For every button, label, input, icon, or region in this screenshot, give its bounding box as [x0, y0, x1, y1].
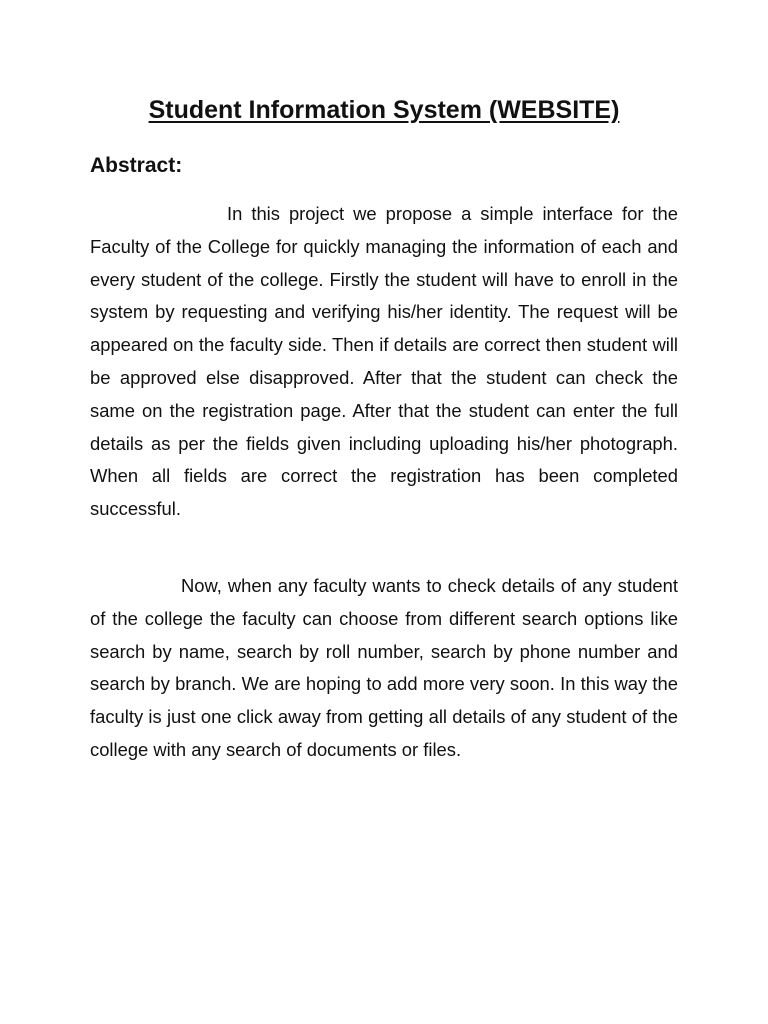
abstract-heading: Abstract: [90, 154, 183, 177]
document-title: Student Information System (WEBSITE) [148, 96, 620, 124]
abstract-paragraph-2: Now, when any faculty wants to check details of any student of the college the faculty can choose from different search options like search by name, search by roll number, search by phone number and search by branch. We are hoping to add more very soon. In this way the faculty is just one click away from getting all details of any student of the college with any search of documents or files. [90, 575, 678, 760]
abstract-paragraph-1: In this project we propose a simple interface for the Faculty of the College for quickly managing the information of each and every student of the college. Firstly the student will have to enroll in the system by requesting and verifying his/her identity. The request will be appeared on the faculty side. Then if details are correct then student will be approved else disapproved. After that the student can check the same on the registration page. After that the student can enter the full details as per the fields given including uploading his/her photograph. When all fields are correct the registration has been completed successful. [90, 203, 678, 520]
